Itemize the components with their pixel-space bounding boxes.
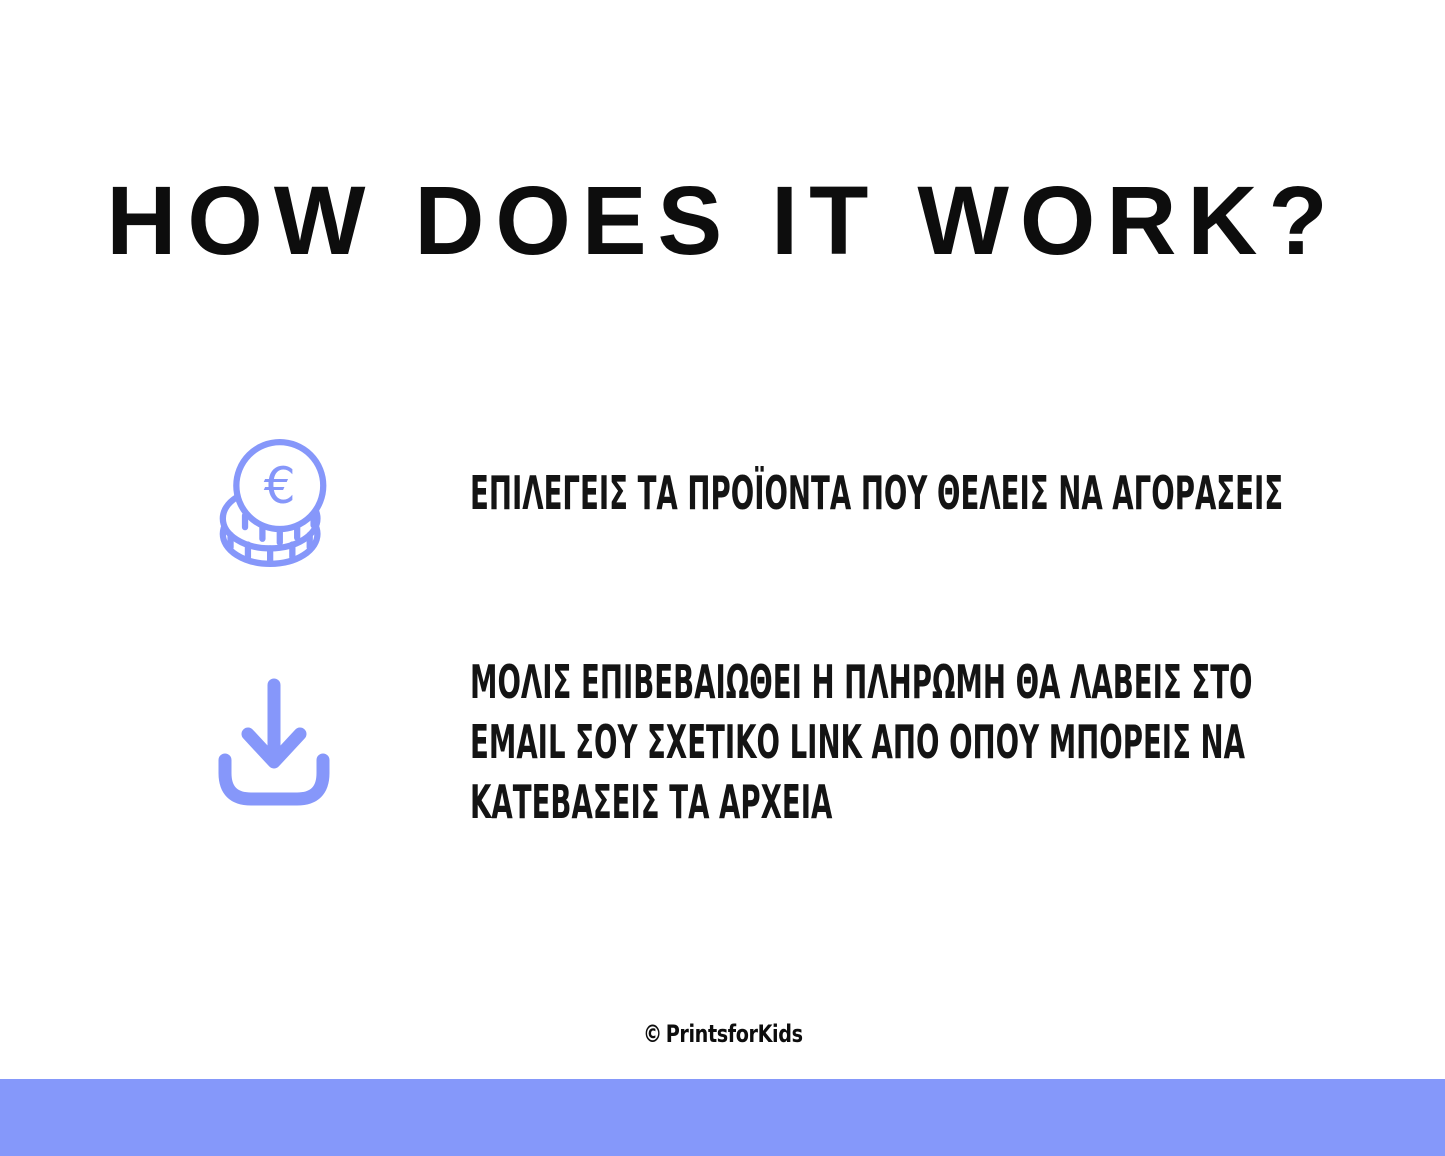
- step-text-line: EMAIL ΣΟΥ ΣΧΕΤΙΚΟ LINK ΑΠΟ ΟΠΟΥ ΜΠΟΡΕΙΣ ΝΑ: [470, 715, 1246, 769]
- brand-logo: [643, 1020, 803, 1048]
- bottom-accent-bar: [0, 1079, 1445, 1156]
- footer: [0, 1020, 1445, 1048]
- euro-coins-icon: [218, 438, 330, 568]
- euro-symbol: €: [263, 456, 296, 515]
- page-title: HOW DOES IT WORK?: [106, 166, 1339, 275]
- step-download-files-text: [470, 652, 1253, 832]
- copyright-symbol: ©: [642, 1020, 662, 1048]
- step-text-line: ΚΑΤΕΒΑΣΕΙΣ ΤΑ ΑΡΧΕΙΑ: [470, 775, 833, 829]
- step-text-line: ΕΠΙΛΕΓΕΙΣ ΤΑ ΠΡΟΪΟΝΤΑ ΠΟΥ ΘΕΛΕΙΣ ΝΑ ΑΓΟΡΑΣΕΙΣ: [470, 466, 1284, 520]
- download-icon: [218, 678, 330, 806]
- brand-name: PrintsforKids: [665, 1020, 803, 1048]
- step-select-products-text: [470, 463, 1283, 523]
- step-text-line: ΜΟΛΙΣ ΕΠΙΒΕΒΑΙΩΘΕΙ Η ΠΛΗΡΩΜΗ ΘΑ ΛΑΒΕΙΣ ΣΤΟ: [470, 655, 1253, 709]
